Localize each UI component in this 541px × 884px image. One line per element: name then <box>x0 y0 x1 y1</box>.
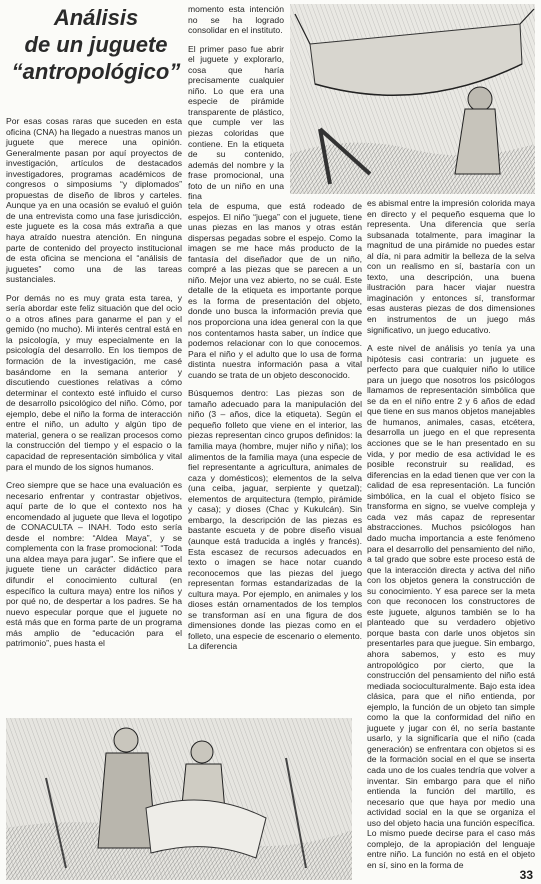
text-column-right <box>367 198 535 878</box>
title-line: Análisis <box>53 5 139 30</box>
paragraph: tela de espuma, que está rodeado de espejos. El niño “juega” con el juguete, tiene unas piezas en las manos y otras están dispersas pegadas sobre el espejo. Como la imagen se me hace más producto de la fantasía del diseñador que de un niño, compré a las piezas que se parecen a un niño. Mejor una vez abierto, no se cuál. Este detalle de la etiqueta es importante porque es la forma de presentación del objeto, donde uno busca la información previa que nos proporciona una idea general con la que nos contentamos hasta saber, un índice que podemos relacionar con lo que conocemos. Para el niño y el adulto que lo usa de forma distinta nuestra información pasa a vital cuando se trata de un objeto desconocido. <box>188 201 362 380</box>
paragraph: Por demás no es muy grata esta tarea, y sería abordar este feliz situación que del ocio o a otros afines para ganarme el pan y el gemido (no mucho). Mi interés central está en la psicología, y muy especialmente en la psicología del desarrollo. En los tiempos de formación de la investigación, me casé basándome en la semana anterior y discutiendo cuestiones relativas a cómo determinar el contexto esté influido el curso de desarrollo psicológico del niño. Cómo, por ejemplo, debe el niño la forma de interacción entre el niño, un adulto y algún tipo de material, genera o se realizan procesos como la construcción del tiempo y el espacio o la capacidad de representación simbólica y vital para el mundo de los signos humanos. <box>6 292 182 472</box>
engraving-illustration-top <box>290 4 535 194</box>
text-column-middle-top <box>188 4 284 210</box>
text-column-middle <box>188 201 362 660</box>
article-title <box>8 4 184 85</box>
text-column-left <box>6 116 182 657</box>
title-line: “antropológico” <box>11 59 181 84</box>
engraving-illustration-bottom <box>6 718 352 880</box>
paragraph: Creo siempre que se hace una evaluación es necesario enfrentar y contrastar objetivos, aquí parte de lo que el contexto nos ha encomendado al juguete que lleva el logotipo de CONACULTA – INAH. Todo esto sería desde el nombre: “Aldea Maya”, y se complementa con la frase promocional: “Toda una aldea maya para jugar”. Se infiere que el juguete tiene un carácter didáctico para difundir el conocimiento cultural (en específico la cultura maya) entre los niños y por qué no, de despertar a los padres. Se ha nuevo especular porque que el juguete no está más que en forma parte de un programa más amplio de “educación para el patrimonio”, pues hasta el <box>6 480 182 649</box>
paragraph: es abismal entre la impresión colorida maya en directo y el pequeño esquema que lo representa. Una diferencia que sería subsanada totalmente, para imaginar la magnitud de una pirámide no puedes estar al día, ni para admitir la belleza de la selva con un realismo en sí, bastaría con un texto, una descripción, una buena ilustración para hacer viajar nuestra imaginación y entonces sí, transformar esas austeras piezas de dos dimensiones en instrumentos de un juego más significativo, un juego educativo. <box>367 198 535 335</box>
paragraph: momento esta intención no se ha logrado consolidar en el instituto. <box>188 4 284 36</box>
page-number: 33 <box>519 868 533 882</box>
title-line: de un juguete <box>24 32 168 57</box>
paragraph: Búsquemos dentro: Las piezas son de tamaño adecuado para la manipulación del niño (3 – años, dice la etiqueta). Según el pequeño folleto que viene en el interior, las piezas representan cinco grupos definidos: la familia maya (hombre, mujer niño y niña); los alimentos de la familia maya (una especie de fiel representante a agricultura, animales de caza y domésticos); elementos de la selva (una ceiba, jaguar, serpiente y quetzal); elementos de arquitectura (templo, pirámide y casa); y dioses (Chac y Kukulcán). Sin embargo, la descripción de las piezas es bastante escueta y de pobre diseño visual (aunque está traducida a inglés y francés). Esta escasez de recursos adecuados en texto o imagen se hace notar cuando reconocemos que las piezas del juego representan formas estandarizadas de la cultura maya. Por ejemplo, en animales y los dioses están ornamentados de los templos se transforman así en una figura de dos dimensiones donde las piezas como en el folleto, una especie de escenario o elemento. La diferencia <box>188 388 362 652</box>
figures-with-cloth-engraving <box>6 718 352 880</box>
paragraph: Por esas cosas raras que suceden en esta oficina (CNA) ha llegado a nuestras manos un juguete que merece una opinión. Generalmente pasan por aquí proyectos de investigación, artículos de destacados investigadores, programas académicos de congresos o simposiums “y diplomados” propuestas de diseño de libros y carteles. Aunque ya en una ocasión se evaluó el guión de una entrevista como una fase jurisdicción, este juguete es la cosa más extraña a que haya atraído nuestra atención. En ninguna parte de contenido del proyecto institucional de esta oficina se menciona el “análisis de juguetes” como una de las tareas sustanciales. <box>6 116 182 285</box>
paragraph: A este nivel de análisis yo tenía ya una hipótesis casi contraria: un juguete es perfecto para que cualquier niño lo utilice para un juego que nosotros los psicólogos llamamos de representación simbólica que se da en el niño entre 2 y 6 años de edad que tiene en sus manos objetos manejables de humanos, animales, casas, etcétera, desarrolla un juego en el que representa acciones que se le han presentado en su vida, y por medio de esa actividad le es posible reconstruir su realidad, es diferencias en la edad tienen que ver con la calidad de esa representación. La función simbólica, en la cual el objeto físico se transforma en signo, se vuelve compleja y cada vez más capaz de representar abstracciones. Muchos psicólogos han dado mucha importancia a este fenómeno para el desarrollo del pensamiento del niño, a tal grado que sobre este proceso está de que la interacción directa y activa del niño con los objetos genera la construcción de su conocimiento. Y esa parece ser la meta con que reconocen los constructores de este juguete, algunos también se lo ha planteado que su verdadero objetivo porque basta con darle unos objetos sin presentarles para que juegue. Sin embargo, ahora sabemos, y esto es muy antropológico por cierto, que la construcción del pensamiento del niño está mediada socioculturalmente. Bajo esta idea clásica, para que el niño entienda, por ejemplo, la función de un objeto tan simple como la que la conformidad del niño en juguete y jugar con él, no sería bastante usarlo, y la significaría que el niño (cada generación) se enfrentara con objetos si es de la formación social en el que se inserta cada uno de los cuales tendría que volver a inventar. Sin embargo para que el niño entienda la función del martillo, es necesario que que haya por medio una actividad social en la que se organiza el uso del objeto hacia una función específica. Lo mismo puede decirse para el caso más complejo, de la apropiación del lenguaje entre niño. La función no está en el objeto en sí, sino en la forma de <box>367 343 535 870</box>
hammock-figure-engraving <box>290 4 535 194</box>
paragraph: El primer paso fue abrir el juguete y explorarlo, cosa que haría precisamente cualquier niño. Lo que era una especie de pirámide transparente de plástico, que cumple ver las piezas coloridas que contiene. En la etiqueta de su contenido, además del nombre y la frase promocional, una foto de un niño en una fina <box>188 43 284 202</box>
